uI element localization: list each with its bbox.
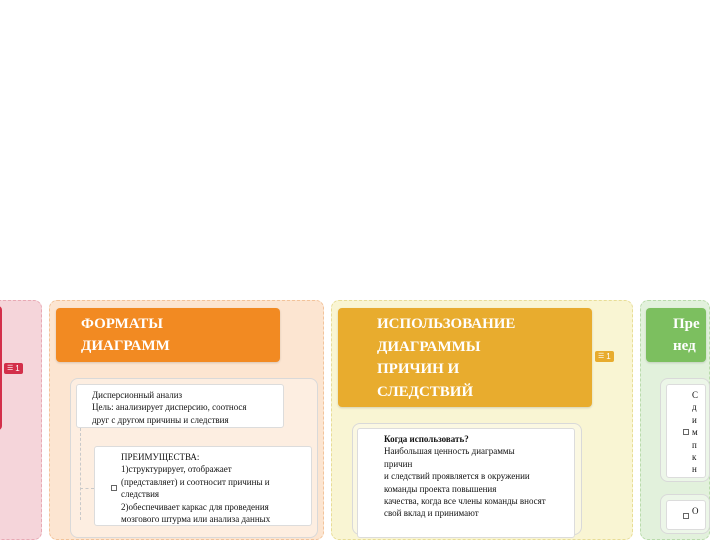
usage-line-5: качества, когда все члены команды вносят (384, 496, 546, 507)
advantages-line-2: 1)структурирует, отображает (121, 464, 232, 475)
next-title-line-2: нед (673, 338, 696, 354)
next-topic-header[interactable] (646, 308, 706, 362)
next-card-1-line-6: к (692, 452, 697, 463)
usage-title-line-4: СЛЕДСТВИЙ (377, 383, 474, 400)
advantages-line-5: 2)обеспечивает каркас для проведения (121, 501, 269, 512)
usage-title-line-2: ДИАГРАММЫ (377, 338, 481, 355)
advantages-line-6: мозгового штурма или анализа данных (121, 514, 271, 525)
formats-advantages-card[interactable] (94, 446, 312, 526)
column-first-background (0, 300, 42, 540)
next-card-1-line-5: п (692, 439, 697, 450)
dispersion-line-1: Дисперсионный анализ (92, 390, 183, 400)
dispersion-line-3: друг с другом причины и следствия (92, 414, 229, 425)
next-card-1-checkbox[interactable] (683, 429, 689, 435)
usage-topic-header[interactable] (338, 308, 592, 407)
list-icon: ☰ (7, 365, 14, 372)
usage-when-card[interactable] (357, 428, 575, 538)
list-icon: ☰ (598, 353, 605, 360)
next-card-1-line-4: м (692, 427, 698, 438)
next-card-2-line-1: О (692, 506, 699, 516)
next-card-2-checkbox[interactable] (683, 513, 689, 519)
usage-line-6: свой вклад и принимают (384, 508, 479, 519)
next-card-1-line-2: д (692, 402, 697, 413)
next-title-line-1: Пре (673, 316, 700, 332)
usage-task-badge[interactable]: ☰ 1 (595, 351, 614, 362)
advantages-line-3: (представляет) и соотносит причины и (121, 476, 270, 487)
usage-line-4: команды проекта повышения (384, 483, 497, 494)
formats-connector-line (80, 428, 81, 520)
formats-connector-branch (80, 488, 94, 489)
usage-card-title: Когда использовать? (384, 434, 469, 444)
formats-title-line-1: ФОРМАТЫ (81, 316, 164, 332)
next-card-2[interactable] (666, 500, 706, 530)
usage-line-1: Наибольшая ценность диаграммы (384, 446, 515, 457)
next-card-1[interactable] (666, 384, 706, 478)
advantages-line-1: ПРЕИМУЩЕСТВА: (121, 452, 200, 462)
usage-line-3: и следствий проявляется в окружении (384, 471, 530, 482)
usage-title-line-3: ПРИЧИН И (377, 361, 460, 377)
dispersion-line-2: Цель: анализирует дисперсию, соотнося (92, 402, 247, 413)
first-topic-task-badge[interactable]: ☰ 1 (4, 363, 23, 374)
next-card-1-line-3: и (692, 414, 697, 425)
formats-title-line-2: ДИАГРАММ (81, 338, 170, 354)
formats-topic-header[interactable] (56, 308, 280, 362)
next-card-1-line-1: С (692, 390, 699, 400)
usage-title-line-1: ИСПОЛЬЗОВАНИЕ (377, 316, 516, 332)
advantages-checkbox[interactable] (111, 485, 117, 491)
usage-line-2: причин (384, 458, 413, 469)
advantages-line-4: следствия (121, 489, 160, 500)
first-topic-header[interactable] (0, 306, 2, 430)
formats-dispersion-card[interactable] (76, 384, 284, 428)
next-card-1-line-7: н (692, 464, 697, 475)
